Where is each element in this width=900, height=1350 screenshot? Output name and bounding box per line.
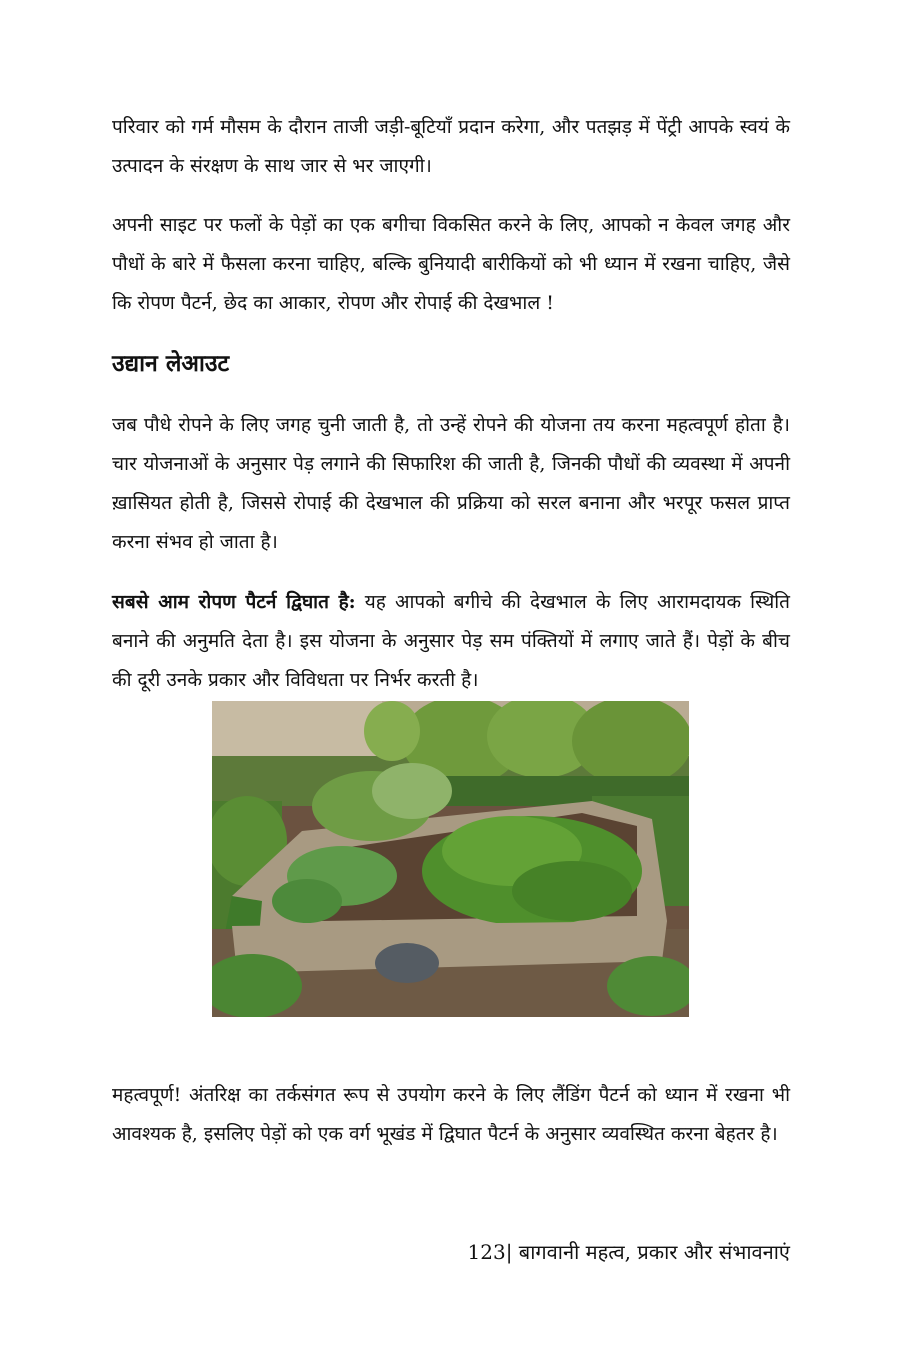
footer-separator: |: [505, 1240, 513, 1264]
paragraph-4: [112, 583, 790, 700]
paragraph-2: अपनी साइट पर फलों के पेड़ों का एक बगीचा विकसित करने के लिए, आपको न केवल जगह और पौधों के बारे में फैसला करना चाहिए, बल्कि बुनियादी बारीकियों को भी ध्यान में रखना चाहिए, जैसे कि रोपण पैटर्न, छेद का आकार, रोपण और रोपाई की देखभाल !: [112, 214, 790, 314]
section-heading: उद्यान लेआउट: [112, 350, 230, 377]
paragraph-4-lead: सबसे आम रोपण पैटर्न द्विघात है:: [112, 591, 356, 613]
page-footer: [468, 1238, 790, 1265]
book-title: बागवानी महत्व, प्रकार और संभावनाएं: [512, 1240, 790, 1264]
paragraph-4-body: यह आपको बगीचे की देखभाल के लिए आरामदायक स्थिति बनाने की अनुमति देता है। इस योजना के अनुसार पेड़ सम पंक्तियों में लगाए जाते हैं। पेड़ों के बीच की दूरी उनके प्रकार और विविधता पर निर्भर करती है।: [112, 591, 790, 691]
paragraph-1: परिवार को गर्म मौसम के दौरान ताजी जड़ी-बूटियाँ प्रदान करेगा, और पतझड़ में पेंट्री आपके स्वयं के उत्पादन के संरक्षण के साथ जार से भर जाएगी।: [112, 116, 790, 177]
paragraph-5: महत्वपूर्ण! अंतरिक्ष का तर्कसंगत रूप से उपयोग करने के लिए लैंडिंग पैटर्न को ध्यान में रखना भी आवश्यक है, इसलिए पेड़ों को एक वर्ग भूखंड में द्विघात पैटर्न के अनुसार व्यवस्थित करना बेहतर है।: [112, 1084, 790, 1145]
page-number: 123: [467, 1240, 506, 1264]
raised-bed-garden-photo: [212, 701, 689, 1017]
paragraph-3: जब पौधे रोपने के लिए जगह चुनी जाती है, तो उन्हें रोपने की योजना तय करना महत्वपूर्ण होता है। चार योजनाओं के अनुसार पेड़ लगाने की सिफारिश की जाती है, जिनकी पौधों की व्यवस्था में अपनी ख़ासियत होती है, जिससे रोपाई की देखभाल की प्रक्रिया को सरल बनाना और भरपूर फसल प्राप्त करना संभव हो जाता है।: [112, 414, 790, 553]
garden-illustration: [212, 701, 689, 1017]
